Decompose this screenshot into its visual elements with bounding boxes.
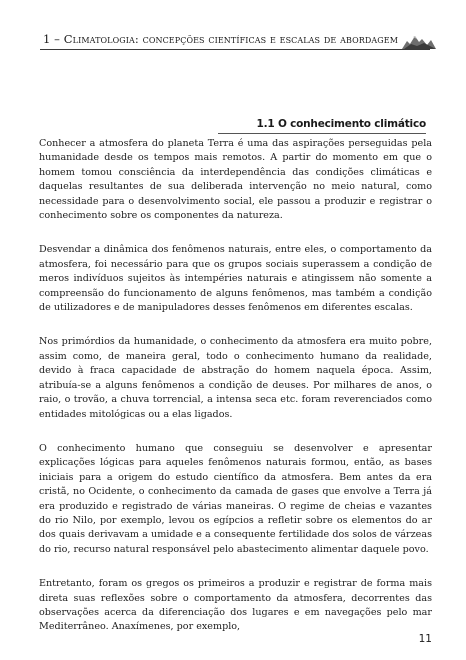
section-title-underline — [218, 133, 426, 134]
paragraph: Entretanto, foram os gregos os primeiros a produzir e registrar de forma mais direta suas reflexões sobre o comportamento da atmosfera, decorrentes das observações acerca da diferenciação dos lugares e em navegações pelo mar Mediterrâneo. Anaxímenes, por exemplo, — [39, 578, 432, 633]
paragraph: Nos primórdios da humanidade, o conhecimento da atmosfera era muito pobre, assim como, de maneira geral, todo o conhecimento humano da realidade, devido à fraca capacidade de abstração do homem naquela época. Assim, atribuía-se a alguns fenômenos a condição de deuses. Por milhares de anos, o raio, o trovão, a chuva torrencial, a intensa seca etc. foram reverenciados como entidades mitológicas ou a elas ligados. — [39, 336, 432, 420]
chapter-title: 1 – Climatologia: concepções científicas e escalas de abordagem — [43, 32, 398, 46]
page-number: 11 — [418, 633, 432, 645]
paragraph: O conhecimento humano que conseguiu se desenvolver e apresentar explicações lógicas para aqueles fenômenos naturais formou, então, as bases iniciais para a origem do estudo científico da atmosfera. Bem antes da era cristã, no Ocidente, o conhecimento da camada de gases que envolve a Terra já era produzido e registrado de várias maneiras. O regime de cheias e vazantes do rio Nilo, por exemplo, levou os egípcios a refletir sobre os elementos do ar dos quais derivavam a umidade e a consequente fertilidade dos solos de várzeas do rio, recurso natural responsável pelo abastecimento alimentar daquele povo. — [39, 442, 432, 555]
body-text — [39, 137, 432, 655]
paragraph: Conhecer a atmosfera do planeta Terra é uma das aspirações perseguidas pela humanidade desde os tempos mais remotos. A partir do momento em que o homem tomou consciência da interdependência das condições climáticas e daquelas resultantes de sua deliberada intervenção no meio natural, como necessidade para o desenvolvimento social, ele passou a produzir e registrar o conhecimento sobre os componentes da natureza. — [39, 138, 432, 222]
paragraph: Desvendar a dinâmica dos fenômenos naturais, entre eles, o comportamento da atmosfera, foi necessário para que os grupos sociais superassem a condição de meros indivíduos sujeitos às intempéries naturais e atingissem não somente a compreensão do funcionamento de alguns fenômenos, mas também a condição de utilizadores e de manipuladores desses fenômenos em diferentes escalas. — [39, 244, 432, 314]
section-title: 1.1 O conhecimento climático — [256, 118, 426, 130]
running-header — [0, 30, 466, 54]
header-divider — [40, 49, 430, 50]
landscape-ornament-icon — [402, 32, 436, 50]
